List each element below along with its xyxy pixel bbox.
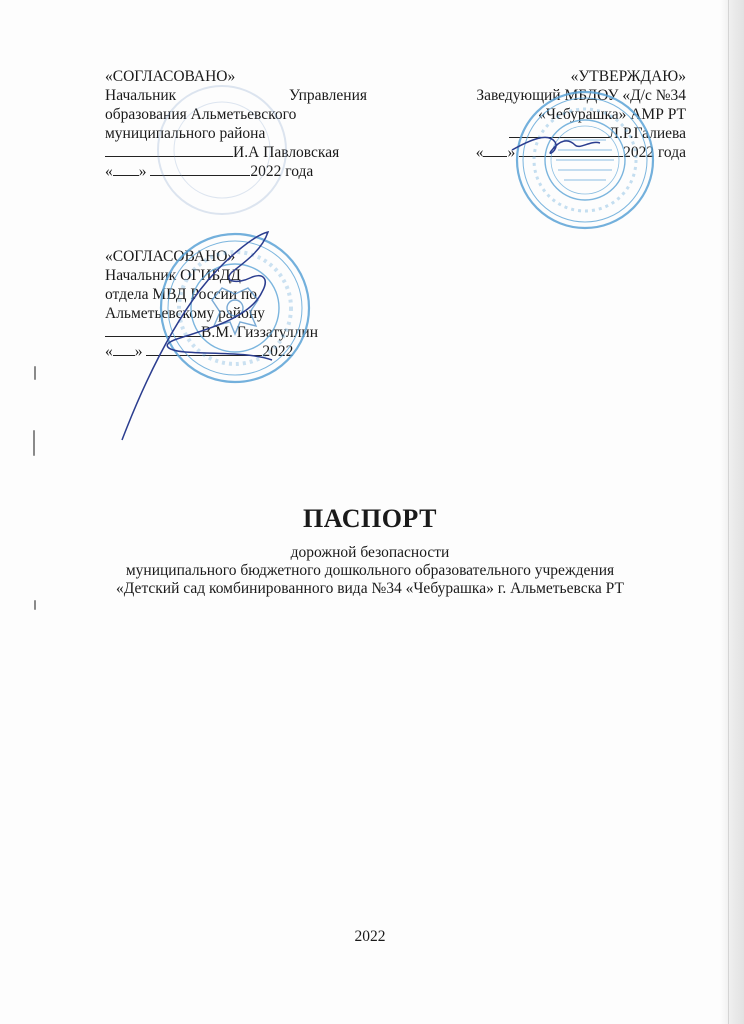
date-quote-close: »	[138, 163, 147, 180]
approval-line: Альметьевскому району	[105, 305, 265, 322]
date-year: 2022 года	[623, 144, 686, 161]
faint-stamp-top-left	[158, 86, 286, 214]
approval-heading: «УТВЕРЖДАЮ»	[570, 68, 686, 85]
date-quote-open: «	[105, 163, 113, 180]
signature-police	[122, 232, 272, 440]
position-word: Начальник	[105, 87, 177, 104]
approval-line: муниципального района	[105, 125, 266, 142]
approval-line: Начальник ОГИБДД	[105, 267, 241, 284]
approval-line: «Чебурашка» АМР РТ	[538, 106, 686, 123]
approval-line: Заведующий МБДОУ «Д/с №34	[476, 87, 686, 104]
date-year: 2022	[262, 343, 294, 360]
subtitle-line: муниципального бюджетного дошкольного образовательного учреждения	[125, 562, 615, 579]
signatory-name: В.М. Гиззатуллин	[201, 324, 319, 341]
date-quote-close: »	[134, 343, 143, 360]
signatory-name: И.А Павловская	[233, 144, 340, 161]
document-year: 2022	[354, 928, 386, 945]
approval-line: отдела МВД России по	[105, 286, 257, 303]
document-title: ПАСПОРТ	[303, 504, 437, 533]
approval-heading: «СОГЛАСОВАНО»	[105, 248, 236, 265]
subtitle-line: «Детский сад комбинированного вида №34 «Чебурашка» г. Альметьевска РТ	[116, 580, 624, 597]
date-quote-open: «	[105, 343, 113, 360]
document-subtitle	[40, 544, 700, 598]
signatory-name: Л.Р.Галиева	[608, 125, 686, 142]
date-quote-open: «	[475, 144, 484, 161]
round-stamp-police	[161, 234, 309, 382]
date-quote-close: »	[507, 144, 516, 161]
approval-line: образования Альметьевского	[105, 106, 297, 123]
round-stamp-kindergarten	[517, 92, 653, 228]
subtitle-line: дорожной безопасности	[290, 544, 450, 561]
date-year: 2022 года	[250, 163, 314, 180]
position-word: Управления	[289, 87, 367, 104]
approval-heading: «СОГЛАСОВАНО»	[105, 68, 236, 85]
